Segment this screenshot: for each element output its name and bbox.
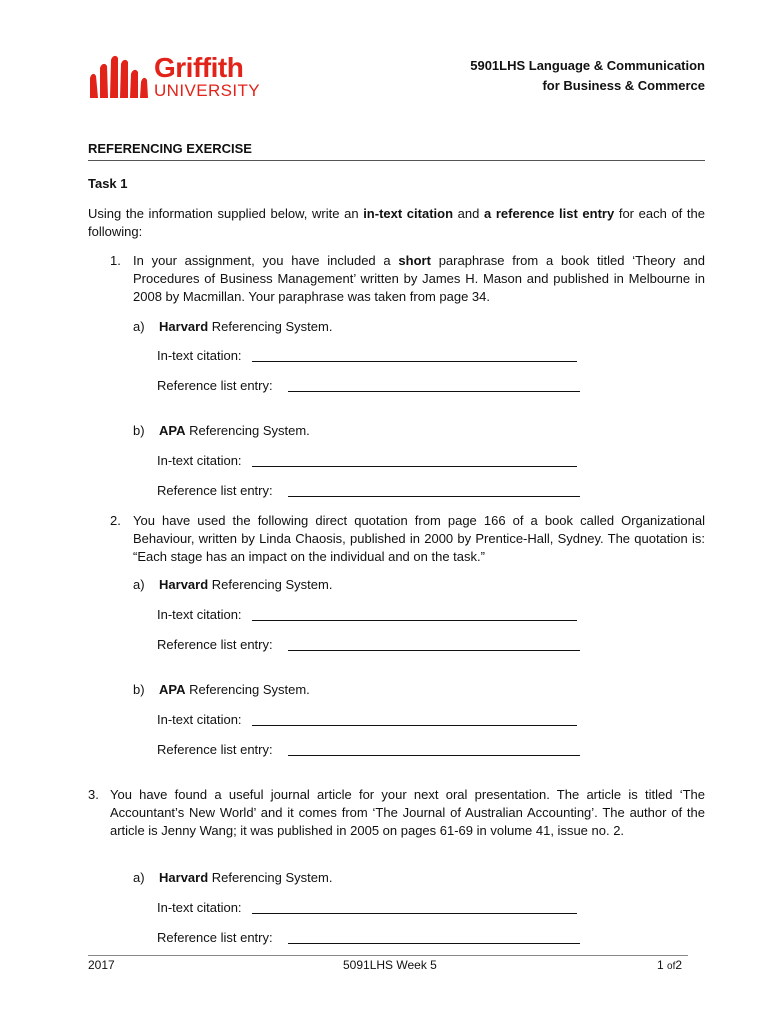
system-name: Harvard [159,870,209,885]
q1b-in-text-label: In-text citation: [157,453,242,468]
q2b-ref-list-field[interactable] [288,755,580,756]
system-name: APA [159,423,186,438]
system-name: Harvard [159,319,209,334]
course-title-line2: for Business & Commerce [542,78,705,93]
q1a-ref-list-field[interactable] [288,391,580,392]
q3a-ref-list-label: Reference list entry: [157,930,273,945]
system-label: Referencing System. [211,577,333,592]
intro-text-1: Using the information supplied below, write an [88,206,364,221]
footer-divider [88,955,688,956]
sub-letter: a) [133,319,145,334]
q2b-in-text-label: In-text citation: [157,712,242,727]
q2-number: 2. [110,513,121,528]
page-title: REFERENCING EXERCISE [88,141,252,156]
q1-text-1: In your assignment, you have included a [133,253,399,268]
q3a-label [133,869,332,887]
q2a-in-text-field[interactable] [252,620,577,621]
q1b-label [133,422,310,440]
q1-text [133,252,705,306]
q3a-in-text-field[interactable] [252,913,577,914]
q2a-ref-list-field[interactable] [288,650,580,651]
griffith-crest-icon [88,54,152,100]
intro-paragraph [88,205,705,241]
q1b-in-text-field[interactable] [252,466,577,467]
intro-bold-2: a reference list entry [484,206,615,221]
q1b-ref-list-field[interactable] [288,496,580,497]
sub-letter: a) [133,870,145,885]
system-name: Harvard [159,577,209,592]
intro-bold-1: in-text citation [363,206,454,221]
q1-number: 1. [110,253,121,268]
footer-course: 5091LHS Week 5 [343,958,437,972]
sub-letter: b) [133,682,145,697]
q2b-in-text-field[interactable] [252,725,577,726]
griffith-logo [88,54,283,102]
q1a-ref-list-label: Reference list entry: [157,378,273,393]
q2b-label [133,681,310,699]
q2a-label [133,576,332,594]
intro-text-3: for each of the following: [88,206,705,239]
q2-text: You have used the following direct quotation from page 166 of a book called Organizational Behaviour, written by Linda Chaosis, published in 2000 by Prentice-Hall, Sydney. The quotation is: “Each stage has an impact on the individual and on the task.” [133,513,705,564]
page-of: of [667,961,676,972]
system-label: Referencing System. [211,870,333,885]
sub-letter: a) [133,577,145,592]
page-total: 2 [675,958,683,972]
logo-sub-text: UNIVERSITY [154,81,261,100]
q1-bold: short [398,253,431,268]
q2a-in-text-label: In-text citation: [157,607,242,622]
course-title-line1: 5901LHS Language & Communication [470,58,705,73]
system-name: APA [159,682,186,697]
q1a-label [133,318,332,336]
q1-text-2: paraphrase from a book titled ‘Theory and Procedures of Business Management’ written by James H. Mason and published in Melbourne in 2008 by Macmillan. Your paraphrase was taken from page 34. [133,253,706,304]
system-label: Referencing System. [189,423,310,438]
q3a-ref-list-field[interactable] [288,943,580,944]
q3-number: 3. [88,787,99,802]
footer-year: 2017 [88,958,115,972]
sub-letter: b) [133,423,145,438]
system-label: Referencing System. [189,682,310,697]
q2a-ref-list-label: Reference list entry: [157,637,273,652]
task-heading: Task 1 [88,176,128,191]
q3a-in-text-label: In-text citation: [157,900,242,915]
q3-text: You have found a useful journal article for your next oral presentation. The article is titled ‘The Accountant’s New World’ and it comes from ‘The Journal of Australian Accounting’. The author of the article is Jenny Wang; it was published in 2005 on pages 61-69 in volume 41, issue no. 2. [110,787,705,838]
intro-text-2: and [453,206,484,221]
title-divider [88,160,705,161]
q1a-in-text-field[interactable] [252,361,577,362]
q1a-in-text-label: In-text citation: [157,348,242,363]
page-number [657,957,682,975]
q2b-ref-list-label: Reference list entry: [157,742,273,757]
logo-brand-text: Griffith [154,52,244,83]
page-current: 1 [657,958,664,972]
q1b-ref-list-label: Reference list entry: [157,483,273,498]
system-label: Referencing System. [211,319,333,334]
